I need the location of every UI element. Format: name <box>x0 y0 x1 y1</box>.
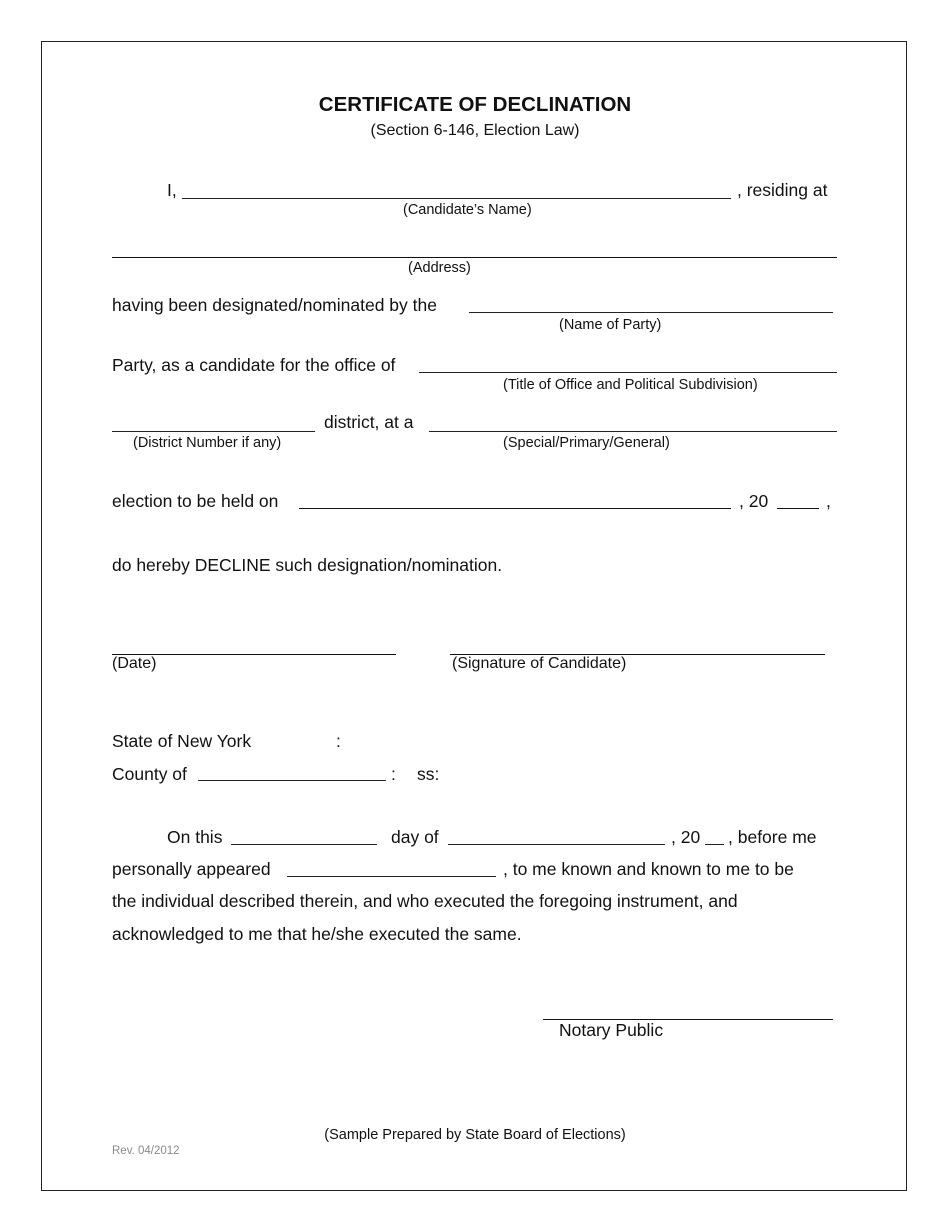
month-field[interactable] <box>448 844 665 845</box>
acknowledged-text: acknowledged to me that he/she executed the same. <box>112 924 522 944</box>
county-colon: : <box>391 764 396 784</box>
district-at-text: district, at a <box>324 412 414 432</box>
office-title-field[interactable] <box>419 372 837 373</box>
party-candidate-text: Party, as a candidate for the office of <box>112 355 396 375</box>
date-caption: (Date) <box>112 655 157 672</box>
revision-text: Rev. 04/2012 <box>112 1145 180 1157</box>
state-colon: : <box>336 731 341 751</box>
election-date-field[interactable] <box>299 508 731 509</box>
document-title: CERTIFICATE OF DECLINATION <box>318 93 632 116</box>
candidate-name-field[interactable] <box>182 198 731 199</box>
signature-caption: (Signature of Candidate) <box>452 655 627 672</box>
known-to-me-text: , to me known and known to me to be <box>503 859 794 879</box>
address-field[interactable] <box>112 257 837 258</box>
district-number-caption: (District Number if any) <box>133 435 282 451</box>
county-field[interactable] <box>198 780 386 781</box>
i-prefix: I, <box>167 180 177 200</box>
year-prefix-text: , 20 <box>739 491 769 511</box>
election-type-field[interactable] <box>429 431 837 432</box>
designated-by-text: having been designated/nominated by the <box>112 295 437 315</box>
candidate-name-caption: (Candidate’s Name) <box>403 202 532 218</box>
sample-note: (Sample Prepared by State Board of Elections) <box>324 1127 626 1143</box>
state-text: State of New York <box>112 731 252 751</box>
day-field[interactable] <box>231 844 377 845</box>
on-this-text: On this <box>167 827 223 847</box>
election-year-field[interactable] <box>777 508 819 509</box>
residing-at-text: , residing at <box>737 180 828 200</box>
ss-text: ss: <box>417 764 440 784</box>
address-caption: (Address) <box>408 260 471 276</box>
party-name-field[interactable] <box>469 312 833 313</box>
decline-statement: do hereby DECLINE such designation/nomination. <box>112 555 503 575</box>
county-of-text: County of <box>112 764 187 784</box>
office-caption: (Title of Office and Political Subdivision) <box>503 377 758 393</box>
party-name-caption: (Name of Party) <box>559 317 662 333</box>
document-subtitle: (Section 6-146, Election Law) <box>370 122 580 139</box>
election-held-on-text: election to be held on <box>112 491 279 511</box>
day-of-text: day of <box>391 827 439 847</box>
trailing-comma: , <box>826 491 831 511</box>
district-number-field[interactable] <box>112 431 315 432</box>
notary-year-field[interactable] <box>705 844 724 845</box>
notary-public-caption: Notary Public <box>559 1020 664 1040</box>
election-type-caption: (Special/Primary/General) <box>503 435 670 451</box>
year-20-text: , 20 <box>671 827 701 847</box>
appeared-name-field[interactable] <box>287 876 496 877</box>
individual-described-text: the individual described therein, and who executed the foregoing instrument, and <box>112 891 738 911</box>
personally-appeared-text: personally appeared <box>112 859 271 879</box>
before-me-text: , before me <box>728 827 817 847</box>
